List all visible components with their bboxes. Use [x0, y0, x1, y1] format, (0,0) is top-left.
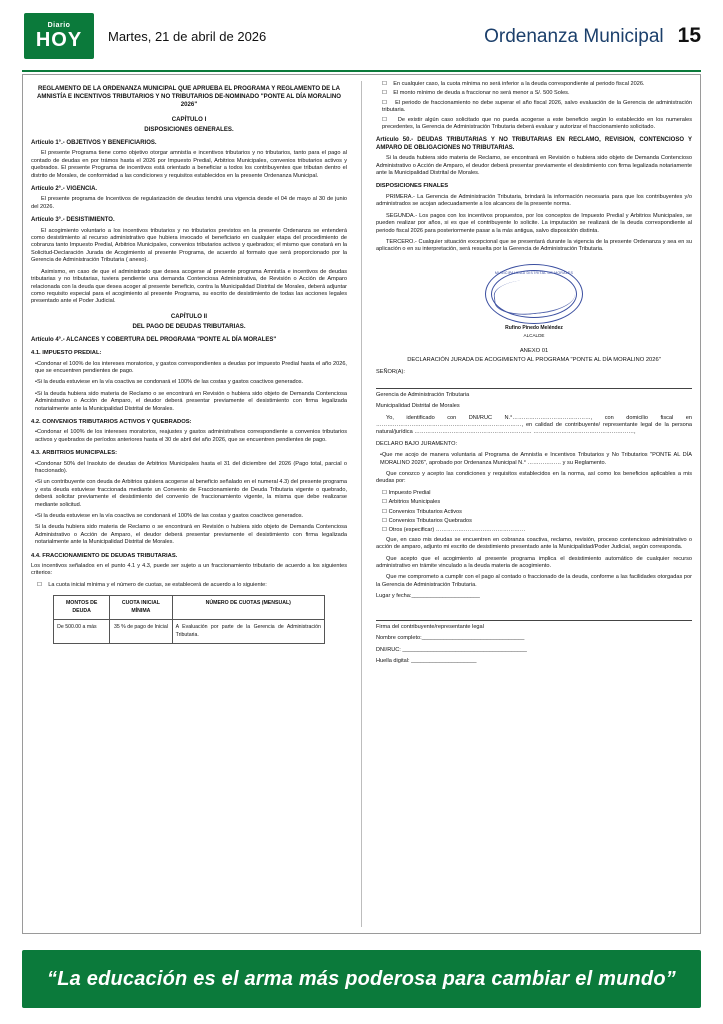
anexo-dest-line-2: Municipalidad Distrital de Morales: [376, 403, 460, 410]
table-header-row: [54, 596, 325, 620]
column-right: [376, 81, 692, 927]
declaro-option-4-label: Convenios Tributarios Quebrados: [388, 518, 472, 525]
municipal-seal-stamp: [485, 264, 583, 324]
header-date: Martes, 21 de abril de 2026: [108, 28, 267, 44]
checkbox-glyph: ☐: [382, 116, 398, 123]
right-checkitem-1: [376, 81, 692, 88]
article-columns: [31, 81, 692, 927]
logo-main-text: HOY: [35, 29, 83, 51]
article-3-paragraph-2: Asimismo, en caso de que el administrado que desea acogerse al presente programa Amnistía e incentivos de deudas tributarias y no tributarias, tuviera pendiente una demanda Contenciosa Administrativa, de Revisión o Acción de Amparo relacionada con la deuda que desea acoger al presente beneficio, contra la Municipalidad Distrital de Morales, deberá adjuntar como requisito especial para el acogimiento al presente Programa, su escrito de desistimiento de todas las acciones legales presentado ante el Poder Judicial.: [31, 268, 347, 305]
signature-scribble: [492, 275, 576, 318]
declaro-option-1: [376, 490, 692, 497]
article-2-heading: Artículo 2°.- VIGENCIA.: [31, 186, 98, 193]
declaro-item-3: Que, en caso mis deudas se encuentren en cobranza coactiva, reclamo, revisión, proceso contencioso administrativo o acción de amparo, adjunto mi escrito de desistimiento presentado ante la Municipalidad/Poder Judicial, según corresponda.: [376, 536, 692, 551]
declaro-option-4: [376, 518, 692, 525]
anexo-title: DECLARACIÓN JURADA DE ACOGIMIENTO AL PROGRAMA "PONTE AL DÍA MORALINO 2026": [407, 356, 661, 363]
section-4-1-bullet-3: •Si la deuda hubiera sido materia de Reclamo o se encontrará en Revisión o hubiera sido objeto de Demanda Contenciosa Administrativo o Acción de Amparo, el deudor deberá presentar previamente el desistimiento con firma legalizada notarialmente ante la Municipalidad Distrital de Morales.: [35, 390, 347, 412]
section-4-4-checkitem: [31, 582, 347, 589]
article-2-paragraph: El presente programa de Incentivos de regularización de deudas tendrá una vigencia desde el 04 de mayo al 30 de junio del 2026.: [31, 196, 347, 210]
page-number: 15: [677, 24, 701, 47]
debt-table: [53, 595, 325, 644]
right-checkitem-1-label: En cualquier caso, la cuota mínima no será inferior a la deuda correspondiente al periodo fiscal 2026.: [393, 81, 645, 87]
right-checkitem-4: [376, 117, 692, 132]
table-col-numero-cuotas: NÚMERO DE CUOTAS (MENSUAL): [172, 596, 324, 620]
dni-field: DNI/RUC: ________________________________________: [376, 646, 527, 653]
article-frame: [22, 74, 701, 934]
table-cell-cuota: 35 % de pago de Inicial: [110, 620, 172, 644]
right-checkitem-2: [376, 90, 692, 97]
article-50-heading: Artículo 50.- DEUDAS TRIBUTARIAS Y NO TRIBUTARIAS EN RECLAMO, REVISION, CONTENCIOSO Y AMPARO DE OBLIGACIONES NO TRIBUTARIAS.: [376, 137, 692, 151]
signer-name: Rufino Pinedo Meléndez: [505, 324, 563, 331]
section-4-3-bullet-3: •Si la deuda estuviese en la vía coactiva se condonará el 100% de las costas y gastos coactivos generados.: [35, 513, 304, 520]
signer-role: ALCALDE: [523, 333, 545, 339]
nombre-field: Nombre completo:_________________________________: [376, 635, 525, 642]
declaro-option-5: [376, 527, 692, 534]
section-4-4-checkitem-label: La cuota inicial mínima y el número de cuotas, se establecerá de acuerdo a lo siguiente:: [48, 581, 267, 588]
stamp-text: MUNICIPALIDAD DISTRITAL DE MORALES: [494, 270, 574, 275]
checkbox-glyph: ☐: [37, 581, 49, 588]
section-4-4-paragraph: Los incentivos señalados en el punto 4.1 y 4.3, puede ser sujeto a un fraccionamiento tributario de acuerdo a los siguientes criterios:: [31, 563, 347, 577]
footer-banner: [22, 950, 701, 1008]
column-left: [31, 81, 347, 927]
article-3-paragraph-1: El acogimiento voluntario a los incentivos tributarios y no tributarios previstos en la presente Ordenanza se entenderá como desistimiento al recurso administrativo que hubiera invocado el beneficiario en cualquier etapa del procedimiento de cobranza tanto Impuesto Predial, Arbitrios Municipales, convenios tributarios activos y quebrados; el mismo que constará en la Solicitud-Declaración Jurada de Acogimiento al presente Programa, de acuerdo al formato que será proporcionado por la Gerencia de Administración Tributaria ( anexo).: [31, 227, 347, 264]
anexo-label: ANEXO 01: [519, 347, 549, 354]
declaro-option-3: [376, 509, 692, 516]
declaro-item-2: Que conozco y acepto las condiciones y requisitos establecidos en la norma, así como los beneficios aplicables a mis deudas por:: [376, 471, 692, 485]
declaro-option-2-label: Arbitrios Municipales: [388, 499, 441, 506]
section-4-3-bullet-1: •Condonar 50% del Insoluto de deudas de Arbitrios Municipales hasta el 31 del diciembre del 2026 (Pago total, parcial o fraccionado).: [35, 460, 347, 474]
declaro-option-5-label: Otros (especificar) …………………………………………: [388, 527, 526, 534]
lugar-y-fecha-field: Lugar y fecha:______________________: [376, 593, 480, 600]
section-4-1-bullet-1: •Condonar el 100% de los intereses moratorios, y gastos correspondientes a deudas por impuesto Predial hasta el año 2026, que se encuentren pendientes de pago.: [35, 360, 347, 374]
declaro-item-5: Que me comprometo a cumplir con el pago al contado o fraccionado de la deuda, conforme a las facilidades otorgadas por la Gerencia de Administración Tributaria.: [376, 574, 692, 588]
anexo-dest-line-1: Gerencia de Administración Tributaria: [376, 391, 470, 398]
section-4-4-heading: 4.4. FRACCIONAMIENTO DE DEUDAS TRIBUTARIAS.: [31, 552, 178, 559]
header-rule: [22, 70, 701, 72]
table-col-cuota-inicial: CUOTA INICIAL MÍNIMA: [110, 596, 172, 620]
table-col-montos: MONTOS DE DEUDA: [54, 596, 110, 620]
declaro-item-1: •Que me acojo de manera voluntaria al Programa de Amnistía e Incentivos Tributarios y No Tributarios "PONTE AL DÍA MORALINO 2026", aprobado por Ordenanza Municipal N.° ……………… y su Reglamento.: [380, 452, 692, 466]
article-1-heading: Artículo 1°.- OBJETIVOS Y BENEFICIARIOS.: [31, 140, 157, 146]
firma-label: Firma del contribuyente/representante legal: [376, 623, 484, 630]
checkbox-glyph: ☐: [382, 81, 394, 87]
article-4-heading: Artículo 4°.- ALCANCES Y COBERTURA DEL PROGRAMA "PONTE AL DÍA MORALES": [31, 336, 277, 343]
section-4-3-heading: 4.3. ARBITRIOS MUNICIPALES:: [31, 450, 117, 457]
article-3-heading: Artículo 3°.- DESISTIMIENTO.: [31, 217, 115, 224]
checkbox-glyph: ☐: [382, 527, 389, 534]
declaro-option-3-label: Convenios Tributarios Activos: [388, 508, 462, 515]
chapter-2-subtitle: DEL PAGO DE DEUDAS TRIBUTARIAS.: [132, 322, 246, 330]
anexo-identificacion: Yo, identificado con DNI/RUC N.°……………………………………, con domicilio fiscal en ……………………………………………………………………, en calidad de contribuyente/ representante legal de la persona natural/jurídica ……………………………………………………… ………………………………………………,: [376, 414, 692, 436]
declaro-item-4: Que acepto que el acogimiento al presente programa implica el desistimiento automático de cualquier recurso administrativo en trámite vinculado a la deuda materia de acogimiento.: [376, 555, 692, 570]
checkbox-glyph: ☐: [382, 508, 389, 515]
header-right: [484, 24, 701, 48]
masthead-logo: [24, 13, 94, 59]
disposicion-segunda: SEGUNDA.- Los pagos con los incentivos propuestos, por los conceptos de Impuesto Predial y Arbitrios Municipales, se pueden realizar por años, si es que el contribuyente lo solicite. La imputación se realizará de la deuda correspondiente al periodo fiscal 2026 para posteriormente pasar a la más antigua, salvo disposición distinta.: [376, 212, 692, 234]
document-title: REGLAMENTO DE LA ORDENANZA MUNICIPAL QUE APRUEBA EL PROGRAMA Y REGLAMENTO DE LA AMNISTÍA E INCENTIVOS TRIBUTARIOS Y NO TRIBUTARIOS DE-NOMINADO "PONTE AL DÍA MORALINO 2026": [37, 85, 341, 108]
right-checkitem-3-label: El periodo de fraccionamiento no debe superar el año fiscal 2026, salvo evaluación de la Gerencia de administración tributaria.: [382, 99, 693, 114]
table-cell-monto: De 500.00 a más: [54, 620, 110, 644]
section-4-1-heading: 4.1. IMPUESTO PREDIAL:: [31, 350, 102, 357]
article-1-paragraph: El presente Programa tiene como objetivo otorgar amnistía e incentivos tributarios y no tributarios, tanto para el pago al contado de deudas en por trámos hasta el 2026 por Impuesto Predial, Arbitrios Municipales, convenios tributarios activos y quebrados. El presente Programa de incentivos está orientado a beneficiar a todos los contribuyentes que tributan dentro el distrito de Morales, de conformidad a las condiciones y requisitos establecidos en la presente Ordenanza Municipal.: [31, 150, 347, 179]
column-divider: [361, 81, 362, 927]
section-4-2-heading: 4.2. CONVENIOS TRIBUTARIOS ACTIVOS Y QUEBRADOS:: [31, 418, 192, 425]
table-row: [54, 620, 325, 644]
table-cell-numero: A Evaluación por parte de la Gerencia de Administración Tributaria.: [172, 620, 324, 644]
section-title: Ordenanza Municipal: [484, 26, 664, 47]
checkbox-glyph: ☐: [382, 99, 396, 106]
page-header: [0, 0, 723, 72]
firma-line: [376, 613, 692, 621]
section-4-3-bullet-2: •Si un contribuyente con deuda de Arbitrios quisiera acogerse al beneficio señalado en el numeral 4.3) del presente programa y esta deuda estuviese fraccionada mediante un Convenio de Fraccionamiento de Deuda Tributaria vigente o quebrado, deberá solicitar previamente el desistimiento del convenio de fraccionamiento vigente, la misma que debe realizarse mediante solicitud.: [35, 479, 347, 508]
signature-block: [376, 264, 692, 340]
logo-top-text: Diario: [47, 22, 71, 29]
section-4-2-bullet-1: •Condonar el 100% de los intereses moratorios, reajustes y gastos administrativos correspondiente a convenios tributarios activos y quebrados de períodos anteriores hasta el 30 de abril del año 2026, que se encuentren pendientes de pago.: [35, 429, 347, 443]
chapter-1-label: CAPÍTULO I: [171, 116, 207, 123]
declaro-option-2: [376, 499, 692, 506]
right-checkitem-2-label: El monto mínimo de deuda a fraccionar no será menor a S/. 500 Soles.: [393, 90, 570, 97]
huella-field: Huella digital: _____________________: [376, 657, 477, 664]
chapter-2-label: CAPÍTULO II: [170, 312, 208, 320]
footer-quote: “La educación es el arma más poderosa para cambiar el mundo”: [47, 967, 676, 990]
chapter-1-subtitle: DISPOSICIONES GENERALES.: [144, 126, 234, 133]
disposicion-primera: PRIMERA.- La Gerencia de Administración Tributaria, brindará la información necesaria para que los contribuyentes y/o administrados se acojan adecuadamente a los alcances de la presente norma.: [376, 193, 692, 208]
anexo-senor-label: SEÑOR(A):: [376, 369, 405, 376]
declaro-option-1-label: Impuesto Predial: [388, 489, 431, 496]
checkbox-glyph: ☐: [382, 489, 389, 496]
right-checkitem-3: [376, 100, 692, 115]
checkbox-glyph: ☐: [382, 518, 389, 525]
right-checkitem-4-label: De existir algún caso solicitado que no pueda acogerse a este beneficio según lo establecido en los numerales precedentes, la Gerencia de Administración Tributaria deberá evaluar y autorizar el fraccionamiento solicitado.: [382, 116, 692, 131]
checkbox-glyph: ☐: [382, 499, 389, 506]
declaro-heading: DECLARO BAJO JURAMENTO:: [376, 440, 458, 447]
article-50-paragraph: Si la deuda hubiera sido materia de Reclamo, se encontrará en Revisión o hubiera sido objeto de Demanda Contencioso Administrativo o Acción de Amparo, el deudor deberá presentar previamente el desistimiento con firma legalizada notariamente ante la Municipalidad Distrital de Morales.: [376, 155, 692, 177]
disposiciones-finales-heading: DISPOSICIONES FINALES: [376, 183, 449, 190]
disposicion-tercera: TERCERO.- Cualquier situación excepcional que se presentará durante la vigencia de la presente Ordenanza y sea en su aplicación o en su interpretación, será resuelta por la Gerencia de Administración Tributaria.: [376, 238, 692, 253]
section-4-3-bullet-4: Si la deuda hubiera sido materia de Reclamo o se encontrará en Revisión o hubiera sido objeto de Demanda Contenciosa Administrativo o Acción de Amparo, el deudor deberá presentar previamente el desistimiento con firma legalizada notarialmente ante la Municipalidad Distrital de Morales.: [35, 524, 347, 546]
anexo-senor-line: [376, 381, 692, 389]
checkbox-glyph: ☐: [382, 90, 394, 97]
section-4-1-bullet-2: •Si la deuda estuviese en la vía coactiva se condonará el 100% de las costas y gastos coactivos generados.: [35, 379, 304, 386]
